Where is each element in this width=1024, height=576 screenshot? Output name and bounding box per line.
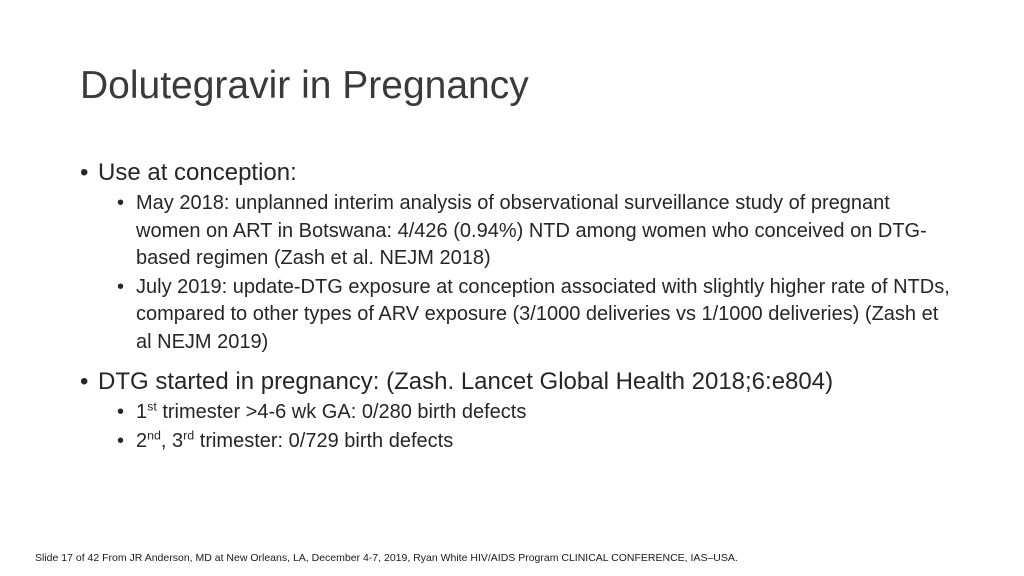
sub-bullet-text: trimester >4-6 wk GA: 0/280 birth defects — [156, 401, 527, 423]
sub-bullet-list — [79, 399, 959, 455]
bullet-dot-icon: • — [80, 368, 89, 395]
sub-bullet-july-2019 — [79, 274, 959, 357]
separator: , — [160, 429, 173, 452]
sub-bullet-text: trimester: 0/729 birth defects — [194, 429, 454, 452]
sub-bullet-second-third-trimester — [79, 428, 959, 456]
slide-body — [79, 157, 959, 456]
bullet-dot-icon: • — [80, 159, 89, 186]
sub-bullet-text: July 2019: update-DTG exposure at conception associated with slightly higher rate of NTDs, compared to other types of ARV exposure (3/1000 deliveries vs 1/1000 deliveries) (Zash et al NEJM 2019) — [136, 275, 950, 353]
sub-bullet-may-2018 — [79, 190, 959, 273]
bullet-heading: DTG started in pregnancy: (Zash. Lancet Global Health 2018;6:e804) — [98, 368, 834, 395]
ordinal-suffix: nd — [147, 427, 161, 442]
ordinal-suffix: st — [147, 399, 157, 414]
bullet-use-at-conception — [79, 157, 959, 188]
sub-bullet-first-trimester — [79, 399, 959, 427]
slide-footer: Slide 17 of 42 From JR Anderson, MD at New Orleans, LA, December 4-7, 2019, Ryan White HIV/AIDS Program CLINICAL CONFERENCE, IAS–USA. — [35, 552, 738, 564]
slide-title: Dolutegravir in Pregnancy — [80, 64, 529, 107]
sub-bullet-text: May 2018: unplanned interim analysis of observational surveillance study of pregnant women on ART in Botswana: 4/426 (0.94%) NTD among women who conceived on DTG-based regimen (Zash et al. NEJM 2018) — [136, 192, 927, 269]
ordinal-suffix: rd — [183, 427, 195, 442]
bullet-dot-icon: • — [117, 192, 125, 214]
ordinal-number: 3 — [172, 429, 184, 452]
ordinal-number: 2 — [136, 429, 148, 452]
bullet-dtg-started-in-pregnancy — [79, 366, 959, 397]
sub-bullet-list — [79, 190, 959, 356]
ordinal-number: 1 — [136, 401, 148, 423]
bullet-dot-icon: • — [117, 429, 125, 452]
bullet-dot-icon: • — [117, 401, 125, 423]
bullet-heading: Use at conception: — [98, 159, 297, 186]
bullet-dot-icon: • — [117, 275, 125, 298]
